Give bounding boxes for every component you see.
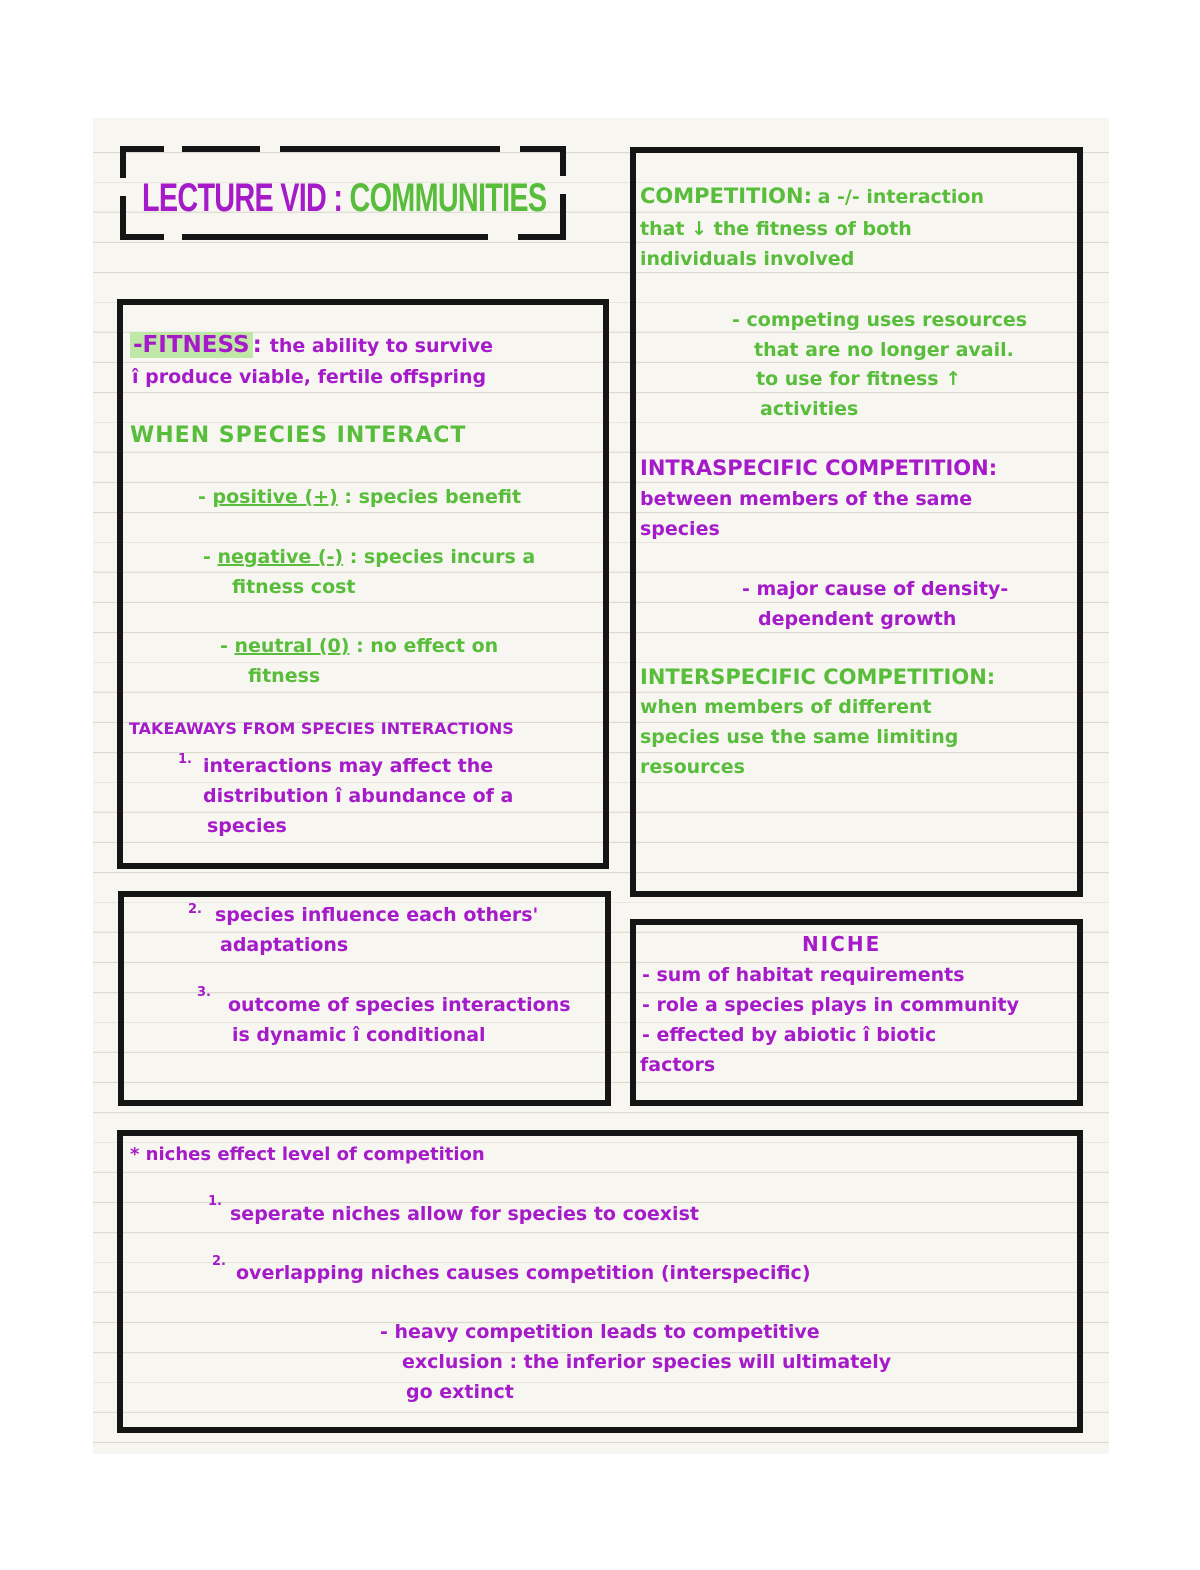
positive-term: positive (+): [212, 486, 338, 508]
interspecific-line2: species use the same limiting: [640, 726, 959, 748]
title-topic: COMMUNITIES: [349, 176, 547, 220]
niche-line1: - sum of habitat requirements: [642, 964, 965, 986]
niche-line3: - effected by abiotic î biotic: [642, 1024, 937, 1046]
intraspecific-note1: - major cause of density-: [742, 578, 1009, 600]
interspecific-line3: resources: [640, 756, 745, 778]
positive-desc: : species benefit: [344, 486, 522, 508]
negative-desc2: fitness cost: [232, 576, 356, 598]
title-prefix: LECTURE VID :: [142, 176, 343, 220]
competition-definition: [640, 186, 984, 207]
intraspecific-line1: between members of the same: [640, 488, 973, 510]
positive-item: - positive (+) : species benefit: [198, 486, 522, 508]
takeaway2-number: 2.: [188, 902, 202, 917]
takeaways-heading: TAKEAWAYS FROM SPECIES INTERACTIONS: [129, 719, 514, 738]
competition-note-line1: - competing uses resources: [732, 309, 1028, 331]
niche-item2: overlapping niches causes competition (interspecific): [236, 1262, 811, 1284]
takeaway1-number: 1.: [178, 752, 192, 767]
takeaway3-line1: outcome of species interactions: [228, 994, 571, 1016]
negative-desc: : species incurs a: [349, 546, 536, 568]
niche-line2: - role a species plays in community: [642, 994, 1020, 1016]
intraspecific-note2: dependent growth: [758, 608, 957, 630]
competition-note-line2: that are no longer avail.: [754, 339, 1014, 361]
negative-term: negative (-): [217, 546, 344, 568]
takeaway2-line1: species influence each others': [215, 904, 539, 926]
takeaway3-line2: is dynamic î conditional: [232, 1024, 486, 1046]
exclusion-line3: go extinct: [406, 1381, 514, 1403]
interspecific-heading: INTERSPECIFIC COMPETITION:: [640, 665, 996, 689]
takeaway1-line1: interactions may affect the: [203, 755, 494, 777]
exclusion-line2: exclusion : the inferior species will ultimately: [402, 1351, 892, 1373]
neutral-term: neutral (0): [234, 635, 350, 657]
fitness-label: -FITNESS: [130, 332, 253, 358]
fitness-def-line1: the ability to survive: [269, 335, 494, 357]
intraspecific-heading: INTRASPECIFIC COMPETITION:: [640, 456, 998, 480]
niche-line4: factors: [640, 1054, 716, 1076]
fitness-def-line2: î produce viable, fertile offspring: [132, 366, 487, 388]
exclusion-line1: - heavy competition leads to competitive: [380, 1321, 820, 1343]
competition-def-line2: that ↓ the fitness of both: [640, 218, 912, 240]
interaction-heading: WHEN SPECIES INTERACT: [130, 423, 467, 448]
takeaway3-number: 3.: [197, 985, 211, 1000]
niche-competition-heading: * niches effect level of competition: [130, 1144, 485, 1165]
competition-def-line1: a -/- interaction: [817, 186, 984, 208]
neutral-desc: : no effect on: [356, 635, 499, 657]
page-title: [142, 178, 546, 218]
intraspecific-line2: species: [640, 518, 720, 540]
takeaway1-line3: species: [207, 815, 287, 837]
interspecific-line1: when members of different: [640, 696, 932, 718]
fitness-definition: -FITNESS : the ability to survive: [130, 334, 493, 357]
niche-item1-number: 1.: [208, 1194, 222, 1209]
neutral-desc2: fitness: [248, 665, 321, 687]
niche-item2-number: 2.: [212, 1254, 226, 1269]
niche-item1: seperate niches allow for species to coexist: [230, 1203, 699, 1225]
niche-heading: NICHE: [802, 932, 882, 956]
negative-item: - negative (-) : species incurs a: [203, 546, 536, 568]
competition-def-line3: individuals involved: [640, 248, 855, 270]
neutral-item: - neutral (0) : no effect on: [220, 635, 499, 657]
competition-note-line4: activities: [760, 398, 859, 420]
competition-note-line3: to use for fitness ↑: [756, 368, 962, 390]
competition-label: COMPETITION:: [640, 184, 812, 208]
takeaway2-line2: adaptations: [220, 934, 349, 956]
takeaway1-line2: distribution î abundance of a: [203, 785, 514, 807]
